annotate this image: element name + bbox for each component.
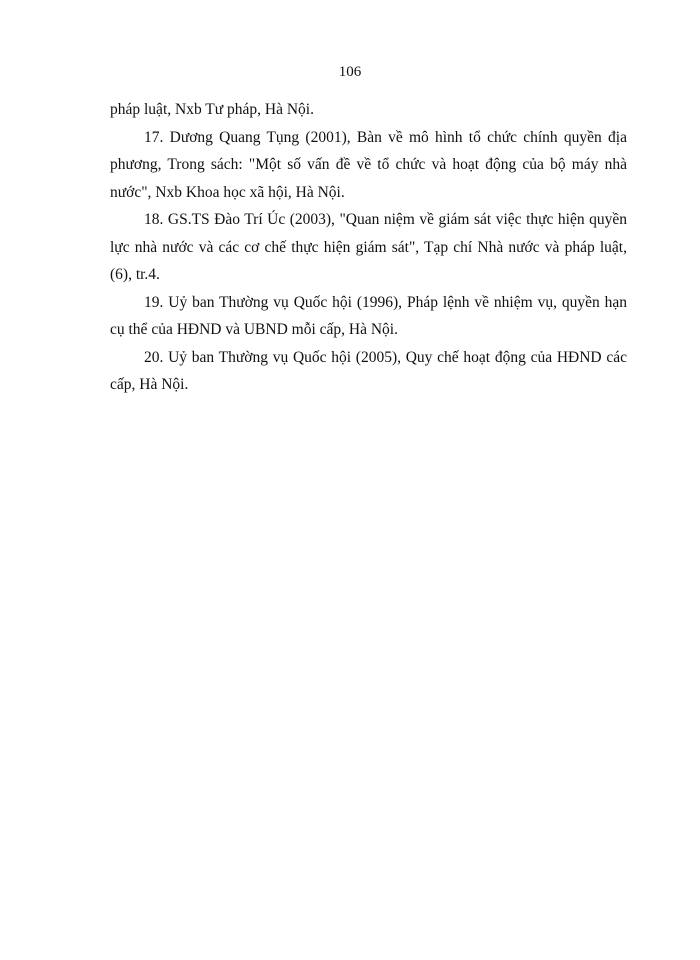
page-number: 106 [338, 64, 362, 80]
reference-item-16-continuation: pháp luật, Nxb Tư pháp, Hà Nội. [110, 101, 314, 118]
reference-item-19: 19. Uỷ ban Thường vụ Quốc hội (1996), Pháp lệnh về nhiệm vụ, quyền hạn cụ thể của HĐND và UBND mỗi cấp, Hà Nội. [110, 293, 627, 338]
reference-list [110, 96, 627, 399]
reference-item-18: 18. GS.TS Đào Trí Úc (2003), "Quan niệm về giám sát việc thực hiện quyền lực nhà nước và các cơ chế thực hiện giám sát", Tạp chí Nhà nước và pháp luật, (6), tr.4. [110, 211, 627, 283]
reference-item-20: 20. Uỷ ban Thường vụ Quốc hội (2005), Quy chế hoạt động của HĐND các cấp, Hà Nội. [110, 348, 627, 393]
reference-item-17: 17. Dương Quang Tụng (2001), Bàn về mô hình tổ chức chính quyền địa phương, Trong sách: "Một số vấn đề về tổ chức và hoạt động của bộ máy nhà nước", Nxb Khoa học xã hội, Hà Nội. [110, 128, 627, 201]
